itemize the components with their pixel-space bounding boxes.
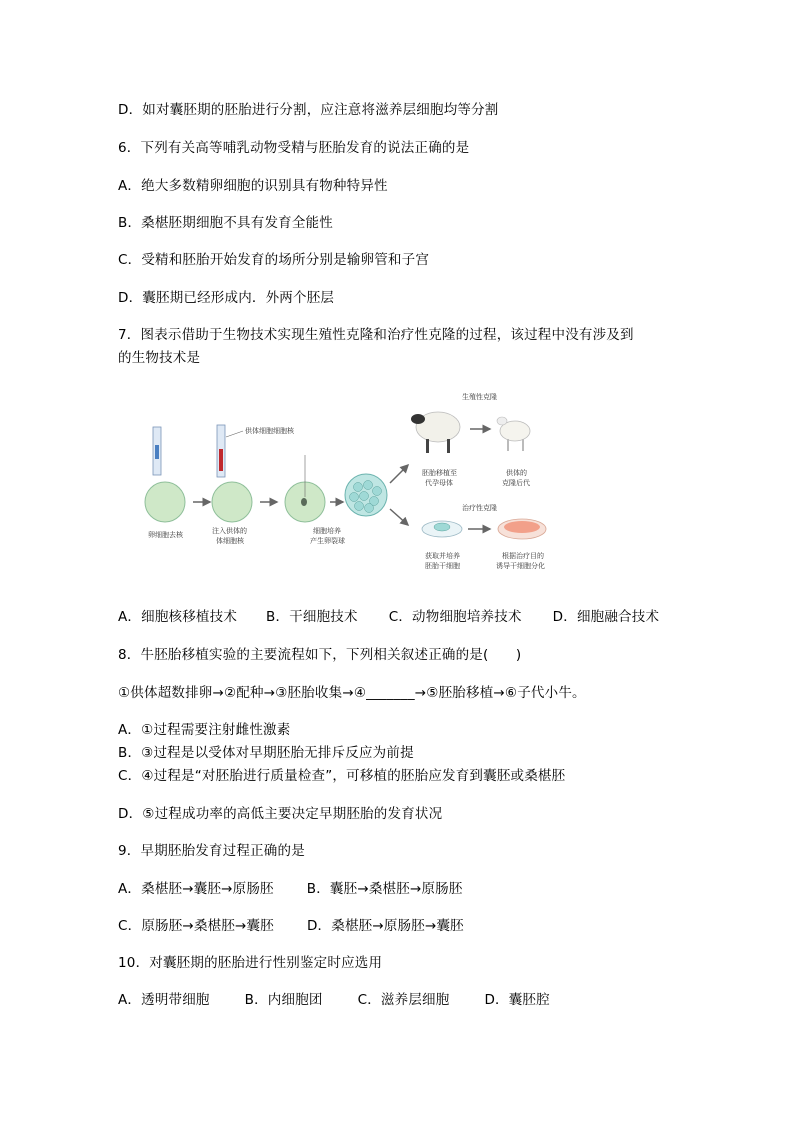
q7-option-d: D．细胞融合技术 — [552, 609, 660, 625]
differentiated-cell-dish — [498, 519, 546, 539]
injected-egg-cell — [212, 482, 252, 522]
question-6-option-b: B．桑椹胚期细胞不具有发育全能性 — [118, 215, 333, 231]
sheep-lamb — [497, 417, 530, 451]
pipette-2 — [217, 425, 225, 477]
label-inject-1: 注入供体的 — [212, 527, 247, 535]
label-donor-nucleus: 供体细胞细胞核 — [245, 427, 294, 435]
question-9-stem: 9．早期胚胎发育过程正确的是 — [118, 843, 305, 859]
q10-option-d: D．囊胚腔 — [484, 992, 550, 1008]
q9-option-c: C．原肠胚→桑椹胚→囊胚 — [118, 918, 274, 934]
question-7-options — [118, 605, 659, 625]
question-9-options-cd — [118, 914, 464, 934]
question-7-stem-line2: 的生物技术是 — [118, 350, 201, 366]
q7-option-a: A．细胞核移植技术 — [118, 609, 238, 625]
question-8-option-d: D．⑤过程成功率的高低主要决定早期胚胎的发育状况 — [118, 806, 443, 822]
label-transfer-2: 代孕母体 — [425, 479, 453, 487]
label-culture-1: 细胞培养 — [313, 527, 341, 535]
arrow-up — [390, 465, 408, 483]
question-8-stem: 8．牛胚胎移植实验的主要流程如下，下列相关叙述正确的是( ) — [118, 647, 522, 663]
question-5-option-d: D．如对囊胚期的胚胎进行分割，应注意将滋养层细胞均等分割 — [118, 102, 499, 118]
label-culture-2: 产生卵裂球 — [310, 537, 345, 545]
question-8-option-c: C．④过程是“对胚胎进行质量检查”，可移植的胚胎应发育到囊胚或桑椹胚 — [118, 768, 566, 784]
label-enucleate: 卵细胞去核 — [148, 531, 183, 539]
question-9-options-ab — [118, 877, 463, 897]
label-transfer-1: 胚胎移植至 — [422, 469, 457, 477]
question-8-option-b: B．③过程是以受体对早期胚胎无排斥反应为前提 — [118, 745, 414, 761]
stem-cell-dish — [422, 521, 462, 537]
q10-option-b: B．内细胞团 — [244, 992, 323, 1008]
q9-option-d: D．桑椹胚→原肠胚→囊胚 — [306, 918, 464, 934]
label-repro-clone: 生殖性克隆 — [462, 393, 497, 401]
question-6-option-a: A．绝大多数精卵细胞的识别具有物种特异性 — [118, 178, 388, 194]
question-10-options — [118, 988, 550, 1008]
question-8-option-a: A．①过程需要注射雌性激素 — [118, 722, 291, 738]
question-6-option-c: C．受精和胚胎开始发育的场所分别是输卵管和子宫 — [118, 252, 430, 268]
q10-option-c: C．滋养层细胞 — [357, 992, 450, 1008]
label-thera-clone: 治疗性克隆 — [462, 504, 497, 512]
q9-option-b: B．囊胚→桑椹胚→原肠胚 — [306, 881, 463, 897]
enucleated-egg-cell — [145, 482, 185, 522]
q10-option-a: A．透明带细胞 — [118, 992, 210, 1008]
label-stem-2: 胚胎干细胞 — [425, 562, 460, 570]
sheep-adult — [411, 412, 460, 453]
label-inject-2: 体细胞核 — [216, 537, 244, 545]
question-7-stem-line1: 7．图表示借助于生物技术实现生殖性克隆和治疗性克隆的过程，该过程中没有涉及到 — [118, 327, 634, 343]
arrow-down — [390, 509, 408, 525]
q7-option-c: C．动物细胞培养技术 — [388, 609, 522, 625]
label-stem-1: 获取并培养 — [425, 552, 460, 560]
question-8-flow: ①供体超数排卵→②配种→③胚胎收集→④_______→⑤胚胎移植→⑥子代小牛。 — [118, 685, 586, 701]
label-diff-2: 诱导干细胞分化 — [496, 562, 545, 570]
question-6-stem: 6．下列有关高等哺乳动物受精与胚胎发育的说法正确的是 — [118, 140, 470, 156]
blastula — [345, 474, 387, 516]
q7-option-b: B．干细胞技术 — [266, 609, 358, 625]
cloning-process-figure — [140, 385, 560, 585]
label-diff-1: 根据治疗目的 — [502, 552, 544, 560]
question-6-option-d: D．囊胚期已经形成内．外两个胚层 — [118, 290, 335, 306]
label-offspring-1: 供体的 — [506, 469, 527, 477]
pipette-1 — [153, 427, 161, 475]
question-10-stem: 10．对囊胚期的胚胎进行性别鉴定时应选用 — [118, 955, 383, 971]
q9-option-a: A．桑椹胚→囊胚→原肠胚 — [118, 881, 274, 897]
label-offspring-2: 克隆后代 — [502, 479, 530, 487]
